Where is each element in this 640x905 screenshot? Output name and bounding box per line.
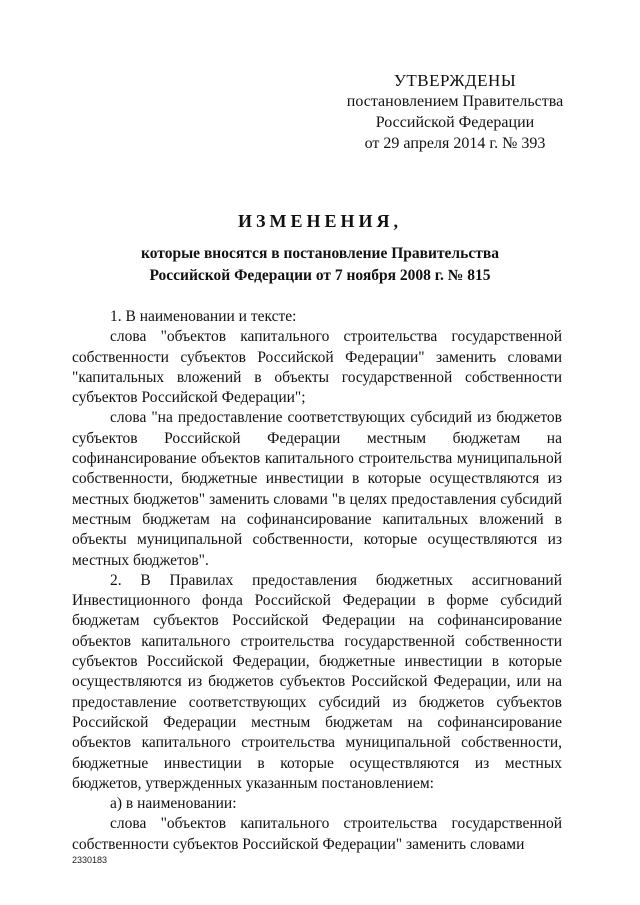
approval-line-2: Российской Федерации (375, 114, 535, 131)
approval-line-3: от 29 апреля 2014 г. № 393 (364, 135, 546, 152)
approval-line-1: постановлением Правительства (346, 93, 564, 110)
paragraph-4: 2. В Правилах предоставления бюджетных ассигнований Инвестиционного фонда Российской Федерации в форме субсидий бюджетам субъектов Российской Федерации на софинансирование объектов капитального строительства государственной собственности субъектов Российской Федерации, бюджетные инвестиции в которые осуществляются из бюджетов субъектов Российской Федерации, или на предоставление соответствующих субсидий из бюджетов субъектов Российской Федерации местным бюджетам на софинансирование объектов капитального строительства муниципальной собственности, бюджетные инвестиции в которые осуществляются из местных бюджетов, утвержденных указанным постановлением: (72, 571, 562, 792)
document-title: ИЗМЕНЕНИЯ, (237, 211, 402, 231)
paragraph-1: 1. В наименовании и тексте: (110, 308, 297, 325)
document-subtitle (70, 243, 570, 287)
subtitle-line-2: Российской Федерации от 7 ноября 2008 г. № 815 (149, 267, 491, 284)
paragraph-6: слова "объектов капитального строительства государственной собственности субъектов Российской Федерации" заменить словами (72, 815, 562, 853)
paragraph-3: слова "на предоставление соответствующих субсидий из бюджетов субъектов Российской Федерации местным бюджетам на софинансирование объектов капитального строительства муниципальной собственности, бюджетные инвестиции в которые осуществляются из местных бюджетов" заменить словами "в целях предоставления субсидий местным бюджетам на софинансирование капитальных вложений в объекты муниципальной собственности, которые осуществляются из местных бюджетов". (72, 409, 562, 569)
document-number: 2330183 (72, 855, 108, 865)
document-body (72, 307, 562, 855)
paragraph-5: а) в наименовании: (110, 795, 237, 813)
approval-stamp-block (340, 70, 570, 154)
subtitle-line-1: которые вносятся в постановление Правительства (141, 245, 499, 262)
approval-title: УТВЕРЖДЕНЫ (393, 71, 517, 90)
paragraph-2: слова "объектов капитального строительства государственной собственности субъектов Российской Федерации" заменить словами "капитальных вложений в объекты государственной собственности субъектов Российской Федерации"; (72, 328, 562, 407)
